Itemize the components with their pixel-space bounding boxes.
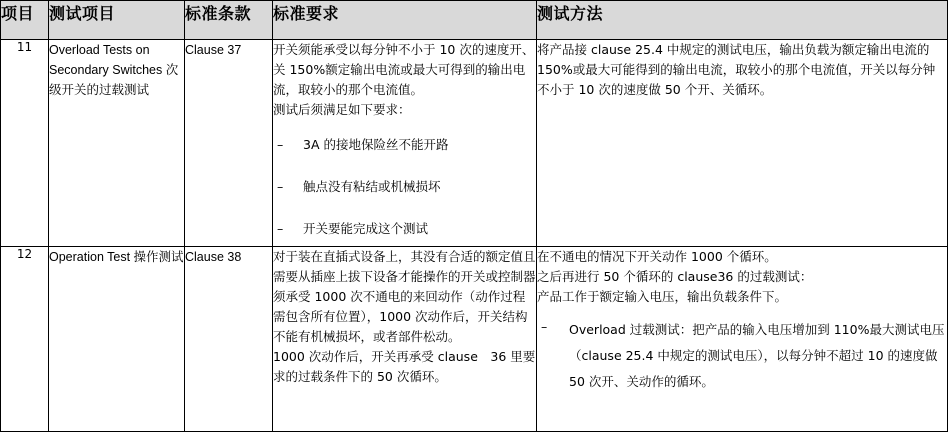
- list-item-text: 触点没有粘结或机械损坏: [303, 179, 441, 194]
- list-item: [537, 317, 947, 395]
- header-no: 项目: [1, 1, 49, 40]
- requirement-followup: 测试后须满足如下要求：: [273, 102, 411, 117]
- requirement-text: 对于装在直插式设备上，其没有合适的额定值且需要从插座上拔下设备才能操作的开关或控制器须承受 1000 次不通电的来回动作（动作过程需包含所有位置），1000 次动作后，开关结构不能有机械损坏，或者部件松动。: [273, 249, 536, 344]
- method-line: 产品工作于额定输入电压，输出负载条件下。: [537, 289, 788, 304]
- list-item-text: 开关要能完成这个测试: [303, 221, 429, 236]
- dash-bullet: –: [277, 137, 284, 152]
- requirement-text: 开关须能承受以每分钟不小于 10 次的速度开、关 150%额定输出电流或最大可得到的输出电流，取较小的那个电流值。: [273, 42, 535, 97]
- table-row: [1, 247, 948, 432]
- table-row: [1, 40, 948, 247]
- list-item-text: 3A 的接地保险丝不能开路: [303, 137, 449, 152]
- list-item: [273, 219, 536, 239]
- clause-ref: Clause 38: [185, 247, 273, 432]
- method-line: 在不通电的情况下开关动作 1000 个循环。: [537, 249, 777, 264]
- header-row: [1, 1, 948, 40]
- dash-bullet: –: [277, 179, 284, 194]
- dash-bullet: –: [541, 319, 548, 334]
- requirement-cell: [273, 247, 537, 432]
- test-item-name: Overload Tests on Secondary Switches 次级开关的过载测试: [49, 40, 185, 247]
- header-method: 测试方法: [537, 1, 948, 40]
- header-test-item: 测试项目: [49, 1, 185, 40]
- list-item: [273, 177, 536, 197]
- requirement-list: [273, 135, 536, 239]
- test-item-name: Operation Test 操作测试: [49, 247, 185, 432]
- row-number: 11: [1, 40, 49, 247]
- list-item: [273, 135, 536, 155]
- method-cell: [537, 247, 948, 432]
- requirement-cell: [273, 40, 537, 247]
- dash-bullet: –: [277, 221, 284, 236]
- header-clause: 标准条款: [185, 1, 273, 40]
- row-number: 12: [1, 247, 49, 432]
- clause-ref: Clause 37: [185, 40, 273, 247]
- method-text: 将产品接 clause 25.4 中规定的测试电压，输出负载为额定输出电流的 150%或最大可能得到的输出电流，取较小的那个电流值，开关以每分钟不小于 10 次的速度做 50 个开、关循环。: [537, 42, 936, 97]
- header-requirement: 标准要求: [273, 1, 537, 40]
- list-item-text: Overload 过载测试：把产品的输入电压增加到 110%最大测试电压（clause 25.4 中规定的测试电压），以每分钟不超过 10 的速度做 50 次开、关动作的循环。: [569, 322, 945, 389]
- method-line: 之后再进行 50 个循环的 clause36 的过载测试：: [537, 269, 813, 284]
- requirement-followup: 1000 次动作后，开关再承受 clause 36 里要求的过载条件下的 50 次循环。: [273, 349, 536, 384]
- method-cell: [537, 40, 948, 247]
